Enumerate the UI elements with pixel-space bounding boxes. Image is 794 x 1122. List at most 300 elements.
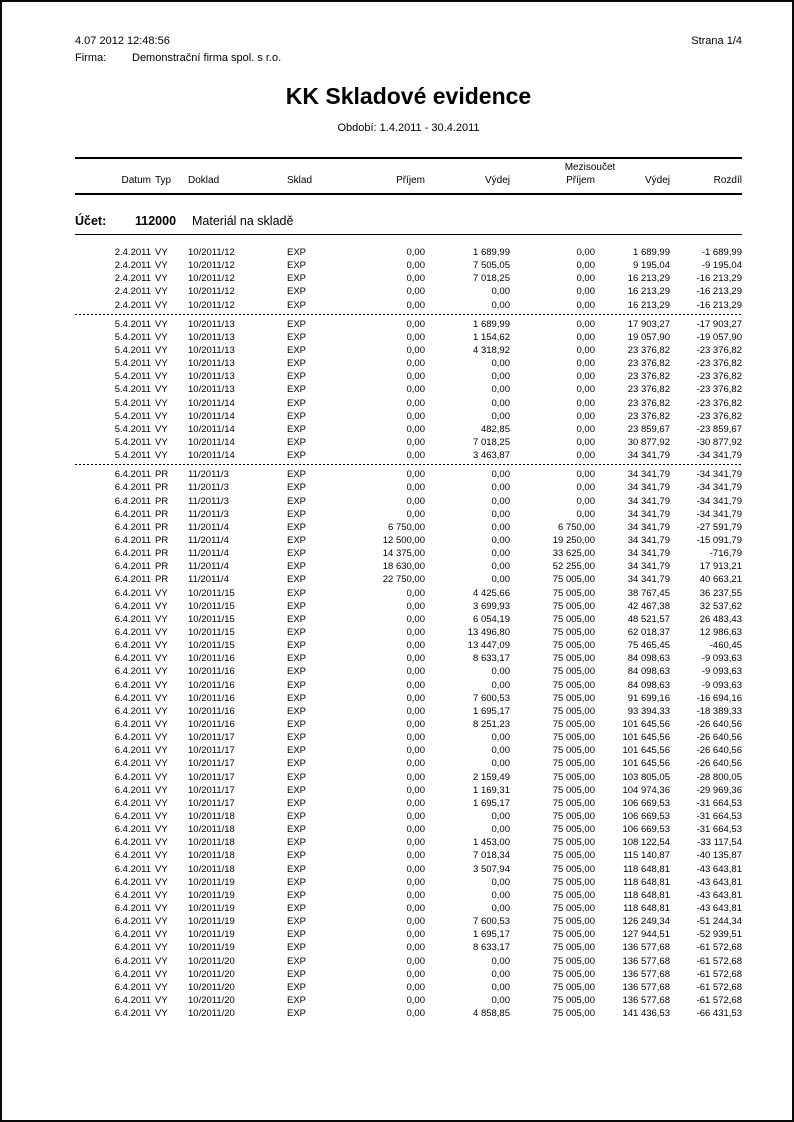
typ-cell: VY bbox=[155, 450, 168, 462]
mezisoucet-vydej-cell: 23 376,82 bbox=[627, 384, 670, 396]
doklad-cell: 10/2011/12 bbox=[188, 260, 235, 272]
vydej-cell: 2 159,49 bbox=[473, 771, 510, 783]
mezisoucet-vydej-cell: 19 057,90 bbox=[627, 331, 670, 343]
datum-cell: 6.4.2011 bbox=[114, 981, 151, 993]
vydej-cell: 0,00 bbox=[491, 482, 510, 494]
datum-cell: 6.4.2011 bbox=[114, 745, 151, 757]
typ-cell: VY bbox=[155, 889, 168, 901]
datum-cell: 6.4.2011 bbox=[114, 784, 151, 796]
rozdil-cell: -33 117,54 bbox=[697, 837, 742, 849]
vydej-cell: 0,00 bbox=[491, 732, 510, 744]
doklad-cell: 11/2011/4 bbox=[188, 535, 229, 547]
mezisoucet-vydej-cell: 34 341,79 bbox=[627, 561, 670, 573]
prijem-cell: 0,00 bbox=[406, 1008, 425, 1020]
mezisoucet-prijem-cell: 0,00 bbox=[576, 286, 595, 298]
prijem-cell: 0,00 bbox=[406, 718, 425, 730]
sklad-cell: EXP bbox=[287, 286, 307, 298]
table-row bbox=[75, 968, 742, 981]
vydej-cell: 7 505,05 bbox=[473, 260, 510, 272]
rozdil-cell: -9 093,63 bbox=[701, 653, 742, 665]
mezisoucet-vydej-cell: 118 648,81 bbox=[623, 902, 670, 914]
doklad-cell: 10/2011/13 bbox=[188, 345, 235, 357]
prijem-cell: 0,00 bbox=[406, 679, 425, 691]
typ-cell: PR bbox=[155, 535, 169, 547]
mezisoucet-prijem-cell: 75 005,00 bbox=[552, 902, 595, 914]
mezisoucet-vydej-cell: 101 645,56 bbox=[622, 718, 670, 730]
datum-cell: 5.4.2011 bbox=[114, 397, 151, 409]
vydej-cell: 0,00 bbox=[491, 469, 510, 481]
mezisoucet-prijem-cell: 0,00 bbox=[576, 450, 595, 462]
typ-cell: VY bbox=[155, 358, 168, 370]
vydej-cell: 0,00 bbox=[491, 745, 510, 757]
table-row bbox=[75, 784, 742, 797]
table-row bbox=[75, 370, 742, 383]
typ-cell: VY bbox=[155, 929, 168, 941]
sklad-cell: EXP bbox=[287, 732, 307, 744]
doklad-cell: 10/2011/18 bbox=[188, 850, 235, 862]
prijem-cell: 0,00 bbox=[406, 299, 425, 311]
mezisoucet-prijem-cell: 75 005,00 bbox=[552, 824, 595, 836]
prijem-cell: 0,00 bbox=[406, 902, 425, 914]
mezisoucet-prijem-cell: 75 005,00 bbox=[552, 994, 595, 1006]
vydej-cell: 1 695,17 bbox=[473, 797, 510, 809]
typ-cell: VY bbox=[155, 247, 168, 259]
table-row bbox=[75, 994, 742, 1007]
mezisoucet-prijem-cell: 75 005,00 bbox=[552, 640, 595, 652]
datum-cell: 5.4.2011 bbox=[114, 331, 151, 343]
prijem-cell: 6 750,00 bbox=[388, 521, 425, 533]
vydej-cell: 1 689,99 bbox=[473, 247, 510, 259]
column-label-typ: Typ bbox=[155, 175, 172, 186]
mezisoucet-vydej-cell: 38 767,45 bbox=[627, 587, 670, 599]
mezisoucet-prijem-cell: 75 005,00 bbox=[552, 771, 595, 783]
doklad-cell: 10/2011/20 bbox=[188, 955, 235, 967]
datum-cell: 6.4.2011 bbox=[114, 535, 151, 547]
prijem-cell: 0,00 bbox=[406, 508, 425, 520]
company-label: Firma: bbox=[75, 52, 107, 64]
vydej-cell: 0,00 bbox=[491, 574, 510, 586]
vydej-cell: 3 699,93 bbox=[473, 600, 510, 612]
datum-cell: 6.4.2011 bbox=[114, 771, 151, 783]
account-row bbox=[75, 208, 742, 235]
prijem-cell: 0,00 bbox=[406, 916, 425, 928]
vydej-cell: 7 018,34 bbox=[473, 850, 510, 862]
rozdil-cell: -9 093,63 bbox=[701, 666, 742, 678]
mezisoucet-prijem-cell: 75 005,00 bbox=[552, 837, 595, 849]
table-row bbox=[75, 679, 742, 692]
table-row bbox=[75, 318, 742, 331]
table-row bbox=[75, 705, 742, 718]
mezisoucet-prijem-cell: 0,00 bbox=[576, 371, 595, 383]
vydej-cell: 3 507,94 bbox=[473, 863, 510, 875]
sklad-cell: EXP bbox=[287, 850, 307, 862]
rozdil-cell: -9 093,63 bbox=[701, 679, 742, 691]
rozdil-cell: -716,79 bbox=[709, 548, 742, 560]
mezisoucet-vydej-cell: 23 376,82 bbox=[627, 410, 670, 422]
datum-cell: 6.4.2011 bbox=[114, 876, 151, 888]
sklad-cell: EXP bbox=[287, 771, 307, 783]
table-row bbox=[75, 954, 742, 967]
rozdil-cell: -23 376,82 bbox=[696, 410, 742, 422]
mezisoucet-prijem-cell: 0,00 bbox=[576, 423, 595, 435]
mezisoucet-prijem-cell: 75 005,00 bbox=[552, 627, 595, 638]
mezisoucet-vydej-cell: 118 648,81 bbox=[623, 889, 670, 901]
rozdil-cell: -34 341,79 bbox=[696, 495, 742, 507]
prijem-cell: 0,00 bbox=[406, 850, 425, 862]
typ-cell: PR bbox=[155, 521, 169, 533]
prijem-cell: 0,00 bbox=[406, 345, 425, 357]
sklad-cell: EXP bbox=[287, 705, 307, 717]
prijem-cell: 12 500,00 bbox=[382, 535, 425, 547]
datum-cell: 5.4.2011 bbox=[114, 437, 151, 449]
datum-cell: 2.4.2011 bbox=[114, 286, 151, 298]
typ-cell: VY bbox=[155, 384, 168, 396]
doklad-cell: 10/2011/12 bbox=[188, 286, 235, 298]
datum-cell: 6.4.2011 bbox=[114, 666, 151, 678]
rozdil-cell: -34 341,79 bbox=[696, 508, 742, 520]
prijem-cell: 0,00 bbox=[406, 824, 425, 836]
mezisoucet-vydej-cell: 136 577,68 bbox=[622, 981, 670, 993]
mezisoucet-vydej-cell: 23 859,67 bbox=[627, 423, 670, 435]
vydej-cell: 13 496,80 bbox=[467, 627, 510, 638]
vydej-cell: 0,00 bbox=[491, 758, 510, 770]
vydej-cell: 0,00 bbox=[491, 666, 510, 678]
rozdil-cell: -34 341,79 bbox=[696, 450, 742, 462]
typ-cell: VY bbox=[155, 837, 168, 849]
vydej-cell: 0,00 bbox=[491, 994, 510, 1006]
datum-cell: 5.4.2011 bbox=[114, 450, 151, 462]
sklad-cell: EXP bbox=[287, 247, 307, 259]
doklad-cell: 10/2011/12 bbox=[188, 273, 235, 285]
mezisoucet-vydej-cell: 48 521,57 bbox=[627, 613, 670, 625]
doklad-cell: 10/2011/15 bbox=[188, 613, 235, 625]
mezisoucet-vydej-cell: 34 341,79 bbox=[627, 482, 670, 494]
page-number: Strana 1/4 bbox=[691, 35, 742, 47]
sklad-cell: EXP bbox=[287, 994, 307, 1006]
datum-cell: 5.4.2011 bbox=[114, 410, 151, 422]
typ-cell: VY bbox=[155, 824, 168, 836]
datum-cell: 6.4.2011 bbox=[114, 732, 151, 744]
datum-cell: 6.4.2011 bbox=[114, 824, 151, 836]
doklad-cell: 10/2011/19 bbox=[188, 876, 235, 888]
mezisoucet-group-label: Mezisoučet bbox=[564, 162, 616, 173]
prijem-cell: 0,00 bbox=[406, 247, 425, 259]
doklad-cell: 10/2011/17 bbox=[188, 784, 235, 796]
mezisoucet-vydej-cell: 101 645,56 bbox=[622, 732, 670, 744]
datum-cell: 6.4.2011 bbox=[114, 758, 151, 770]
rozdil-cell: -23 376,82 bbox=[696, 358, 742, 370]
mezisoucet-prijem-cell: 0,00 bbox=[576, 247, 595, 259]
prijem-cell: 0,00 bbox=[406, 692, 425, 704]
rozdil-cell: -61 572,68 bbox=[696, 968, 742, 980]
typ-cell: VY bbox=[155, 397, 168, 409]
prijem-cell: 0,00 bbox=[406, 666, 425, 678]
typ-cell: VY bbox=[155, 876, 168, 888]
vydej-cell: 0,00 bbox=[491, 299, 510, 311]
mezisoucet-vydej-cell: 34 341,79 bbox=[627, 508, 670, 520]
rozdil-cell: -1 689,99 bbox=[701, 247, 742, 259]
sklad-cell: EXP bbox=[287, 824, 307, 836]
sklad-cell: EXP bbox=[287, 587, 307, 599]
table-row bbox=[75, 344, 742, 357]
account-number: 112000 bbox=[135, 214, 177, 228]
table-row bbox=[75, 744, 742, 757]
typ-cell: PR bbox=[155, 482, 169, 494]
mezisoucet-vydej-cell: 136 577,68 bbox=[622, 968, 670, 980]
table-row bbox=[75, 652, 742, 665]
mezisoucet-prijem-cell: 52 255,00 bbox=[552, 561, 595, 573]
datum-cell: 6.4.2011 bbox=[114, 640, 151, 652]
sklad-cell: EXP bbox=[287, 640, 307, 652]
rozdil-cell: -66 431,53 bbox=[696, 1008, 742, 1020]
prijem-cell: 0,00 bbox=[406, 627, 425, 638]
typ-cell: VY bbox=[155, 732, 168, 744]
mezisoucet-prijem-cell: 6 750,00 bbox=[558, 521, 595, 533]
typ-cell: VY bbox=[155, 627, 168, 638]
datum-cell: 5.4.2011 bbox=[114, 423, 151, 435]
datum-cell: 6.4.2011 bbox=[114, 797, 151, 809]
table-row bbox=[75, 331, 742, 344]
vydej-cell: 4 318,92 bbox=[473, 345, 510, 357]
datum-cell: 6.4.2011 bbox=[114, 495, 151, 507]
doklad-cell: 10/2011/19 bbox=[188, 942, 235, 954]
doklad-cell: 10/2011/17 bbox=[188, 771, 235, 783]
typ-cell: PR bbox=[155, 508, 169, 520]
table-row bbox=[75, 383, 742, 396]
datum-cell: 6.4.2011 bbox=[114, 521, 151, 533]
typ-cell: VY bbox=[155, 653, 168, 665]
table-row bbox=[75, 902, 742, 915]
typ-cell: VY bbox=[155, 679, 168, 691]
vydej-cell: 1 695,17 bbox=[473, 705, 510, 717]
sklad-cell: EXP bbox=[287, 318, 307, 330]
vydej-cell: 13 447,09 bbox=[467, 640, 510, 652]
mezisoucet-prijem-cell: 0,00 bbox=[576, 299, 595, 311]
report-content bbox=[75, 2, 742, 1020]
table-row bbox=[75, 285, 742, 298]
table-row bbox=[75, 1007, 742, 1020]
mezisoucet-prijem-cell: 0,00 bbox=[576, 331, 595, 343]
mezisoucet-prijem-cell: 75 005,00 bbox=[552, 692, 595, 704]
sklad-cell: EXP bbox=[287, 397, 307, 409]
doklad-cell: 11/2011/4 bbox=[188, 521, 229, 533]
sklad-cell: EXP bbox=[287, 260, 307, 272]
datum-cell: 5.4.2011 bbox=[114, 358, 151, 370]
typ-cell: VY bbox=[155, 299, 168, 311]
vydej-cell: 0,00 bbox=[491, 286, 510, 298]
datum-cell: 6.4.2011 bbox=[114, 705, 151, 717]
datum-cell: 5.4.2011 bbox=[114, 318, 151, 330]
vydej-cell: 0,00 bbox=[491, 679, 510, 691]
mezisoucet-vydej-cell: 84 098,63 bbox=[627, 679, 670, 691]
vydej-cell: 0,00 bbox=[491, 384, 510, 396]
sklad-cell: EXP bbox=[287, 916, 307, 928]
mezisoucet-vydej-cell: 126 249,34 bbox=[622, 916, 670, 928]
vydej-cell: 4 425,66 bbox=[473, 587, 510, 599]
print-timestamp: 4.07 2012 12:48:56 bbox=[75, 35, 170, 47]
prijem-cell: 0,00 bbox=[406, 797, 425, 809]
table-header-columns-row bbox=[75, 175, 742, 193]
doklad-cell: 10/2011/16 bbox=[188, 666, 235, 678]
vydej-cell: 0,00 bbox=[491, 521, 510, 533]
mezisoucet-vydej-cell: 84 098,63 bbox=[627, 666, 670, 678]
table-row bbox=[75, 560, 742, 573]
doklad-cell: 10/2011/14 bbox=[188, 410, 235, 422]
rozdil-cell: -23 376,82 bbox=[696, 345, 742, 357]
typ-cell: VY bbox=[155, 955, 168, 967]
table-row bbox=[75, 915, 742, 928]
company-name: Demonstrační firma spol. s r.o. bbox=[132, 52, 282, 64]
rozdil-cell: -23 376,82 bbox=[696, 397, 742, 409]
mezisoucet-vydej-cell: 16 213,29 bbox=[627, 273, 670, 285]
typ-cell: VY bbox=[155, 1008, 168, 1020]
prijem-cell: 0,00 bbox=[406, 469, 425, 481]
mezisoucet-prijem-cell: 0,00 bbox=[576, 508, 595, 520]
datum-cell: 6.4.2011 bbox=[114, 929, 151, 941]
datum-cell: 6.4.2011 bbox=[114, 613, 151, 625]
mezisoucet-vydej-cell: 106 669,53 bbox=[622, 824, 670, 836]
doklad-cell: 10/2011/18 bbox=[188, 824, 235, 836]
datum-cell: 6.4.2011 bbox=[114, 850, 151, 862]
mezisoucet-vydej-cell: 9 195,04 bbox=[633, 260, 670, 272]
datum-cell: 6.4.2011 bbox=[114, 955, 151, 967]
mezisoucet-vydej-cell: 42 467,38 bbox=[627, 600, 670, 612]
typ-cell: VY bbox=[155, 423, 168, 435]
table-row bbox=[75, 889, 742, 902]
datum-cell: 5.4.2011 bbox=[114, 345, 151, 357]
sklad-cell: EXP bbox=[287, 1008, 307, 1020]
table-row bbox=[75, 941, 742, 954]
vydej-cell: 1 695,17 bbox=[473, 929, 510, 941]
prijem-cell: 0,00 bbox=[406, 318, 425, 330]
doklad-cell: 10/2011/16 bbox=[188, 705, 235, 717]
account-label: Účet: bbox=[75, 214, 107, 228]
datum-cell: 6.4.2011 bbox=[114, 587, 151, 599]
doklad-cell: 10/2011/14 bbox=[188, 397, 235, 409]
typ-cell: PR bbox=[155, 574, 169, 586]
mezisoucet-prijem-cell: 75 005,00 bbox=[552, 810, 595, 822]
prijem-cell: 0,00 bbox=[406, 450, 425, 462]
datum-cell: 6.4.2011 bbox=[114, 482, 151, 494]
table-header-group-row bbox=[75, 159, 742, 175]
datum-cell: 6.4.2011 bbox=[114, 561, 151, 573]
doklad-cell: 10/2011/20 bbox=[188, 994, 235, 1006]
mezisoucet-prijem-cell: 0,00 bbox=[576, 482, 595, 494]
mezisoucet-vydej-cell: 23 376,82 bbox=[627, 371, 670, 383]
vydej-cell: 1 154,62 bbox=[473, 331, 510, 343]
doklad-cell: 10/2011/16 bbox=[188, 653, 235, 665]
vydej-cell: 0,00 bbox=[491, 371, 510, 383]
doklad-cell: 10/2011/20 bbox=[188, 968, 235, 980]
prijem-cell: 0,00 bbox=[406, 371, 425, 383]
doklad-cell: 11/2011/3 bbox=[188, 469, 229, 481]
table-row bbox=[75, 468, 742, 481]
rozdil-cell: -23 376,82 bbox=[696, 371, 742, 383]
prijem-cell: 0,00 bbox=[406, 732, 425, 744]
vydej-cell: 7 018,25 bbox=[473, 273, 510, 285]
typ-cell: VY bbox=[155, 613, 168, 625]
table-row bbox=[75, 797, 742, 810]
prijem-cell: 0,00 bbox=[406, 397, 425, 409]
mezisoucet-vydej-cell: 17 903,27 bbox=[627, 318, 670, 330]
datum-cell: 6.4.2011 bbox=[114, 469, 151, 481]
rozdil-cell: -26 640,56 bbox=[696, 758, 742, 770]
vydej-cell: 7 600,53 bbox=[473, 692, 510, 704]
typ-cell: VY bbox=[155, 331, 168, 343]
table-header bbox=[75, 157, 742, 195]
mezisoucet-vydej-cell: 34 341,79 bbox=[627, 495, 670, 507]
sklad-cell: EXP bbox=[287, 371, 307, 383]
prijem-cell: 0,00 bbox=[406, 745, 425, 757]
doklad-cell: 10/2011/18 bbox=[188, 863, 235, 875]
prijem-cell: 0,00 bbox=[406, 837, 425, 849]
doklad-cell: 11/2011/4 bbox=[188, 561, 229, 573]
datum-cell: 6.4.2011 bbox=[114, 863, 151, 875]
typ-cell: VY bbox=[155, 916, 168, 928]
datum-cell: 2.4.2011 bbox=[114, 260, 151, 272]
mezisoucet-vydej-cell: 84 098,63 bbox=[627, 653, 670, 665]
rozdil-cell: 12 986,63 bbox=[699, 627, 742, 638]
table-row bbox=[75, 534, 742, 547]
rozdil-cell: -52 939,51 bbox=[696, 929, 742, 941]
mezisoucet-prijem-cell: 75 005,00 bbox=[552, 968, 595, 980]
rozdil-cell: -16 213,29 bbox=[696, 299, 742, 311]
mezisoucet-prijem-cell: 0,00 bbox=[576, 358, 595, 370]
doklad-cell: 10/2011/18 bbox=[188, 810, 235, 822]
mezisoucet-prijem-cell: 0,00 bbox=[576, 397, 595, 409]
vydej-cell: 6 054,19 bbox=[473, 613, 510, 625]
sklad-cell: EXP bbox=[287, 784, 307, 796]
typ-cell: VY bbox=[155, 666, 168, 678]
typ-cell: PR bbox=[155, 469, 169, 481]
rozdil-cell: -18 389,33 bbox=[696, 705, 742, 717]
mezisoucet-vydej-cell: 136 577,68 bbox=[622, 955, 670, 967]
vydej-cell: 0,00 bbox=[491, 902, 510, 914]
mezisoucet-vydej-cell: 106 669,53 bbox=[622, 810, 670, 822]
datum-cell: 6.4.2011 bbox=[114, 508, 151, 520]
datum-cell: 6.4.2011 bbox=[114, 837, 151, 849]
prijem-cell: 0,00 bbox=[406, 437, 425, 449]
prijem-cell: 0,00 bbox=[406, 705, 425, 717]
typ-cell: VY bbox=[155, 600, 168, 612]
vydej-cell: 482,85 bbox=[480, 423, 510, 435]
typ-cell: VY bbox=[155, 260, 168, 272]
rozdil-cell: -23 859,67 bbox=[696, 423, 742, 435]
doklad-cell: 10/2011/19 bbox=[188, 889, 235, 901]
column-label-mezisoucet-prijem: Příjem bbox=[566, 175, 595, 186]
rozdil-cell: -28 800,05 bbox=[696, 771, 742, 783]
prijem-cell: 0,00 bbox=[406, 495, 425, 507]
column-label-datum: Datum bbox=[121, 175, 151, 186]
datum-cell: 6.4.2011 bbox=[114, 627, 151, 638]
datum-cell: 6.4.2011 bbox=[114, 1008, 151, 1020]
typ-cell: VY bbox=[155, 273, 168, 285]
mezisoucet-vydej-cell: 115 140,87 bbox=[623, 850, 670, 862]
prijem-cell: 18 630,00 bbox=[382, 561, 425, 573]
mezisoucet-prijem-cell: 75 005,00 bbox=[552, 1008, 595, 1020]
doklad-cell: 10/2011/16 bbox=[188, 718, 235, 730]
typ-cell: VY bbox=[155, 718, 168, 730]
prijem-cell: 0,00 bbox=[406, 968, 425, 980]
sklad-cell: EXP bbox=[287, 902, 307, 914]
table-row bbox=[75, 692, 742, 705]
typ-cell: VY bbox=[155, 981, 168, 993]
prijem-cell: 0,00 bbox=[406, 273, 425, 285]
vydej-cell: 8 251,23 bbox=[473, 718, 510, 730]
vydej-cell: 0,00 bbox=[491, 810, 510, 822]
vydej-cell: 3 463,87 bbox=[473, 450, 510, 462]
mezisoucet-vydej-cell: 34 341,79 bbox=[627, 535, 670, 547]
